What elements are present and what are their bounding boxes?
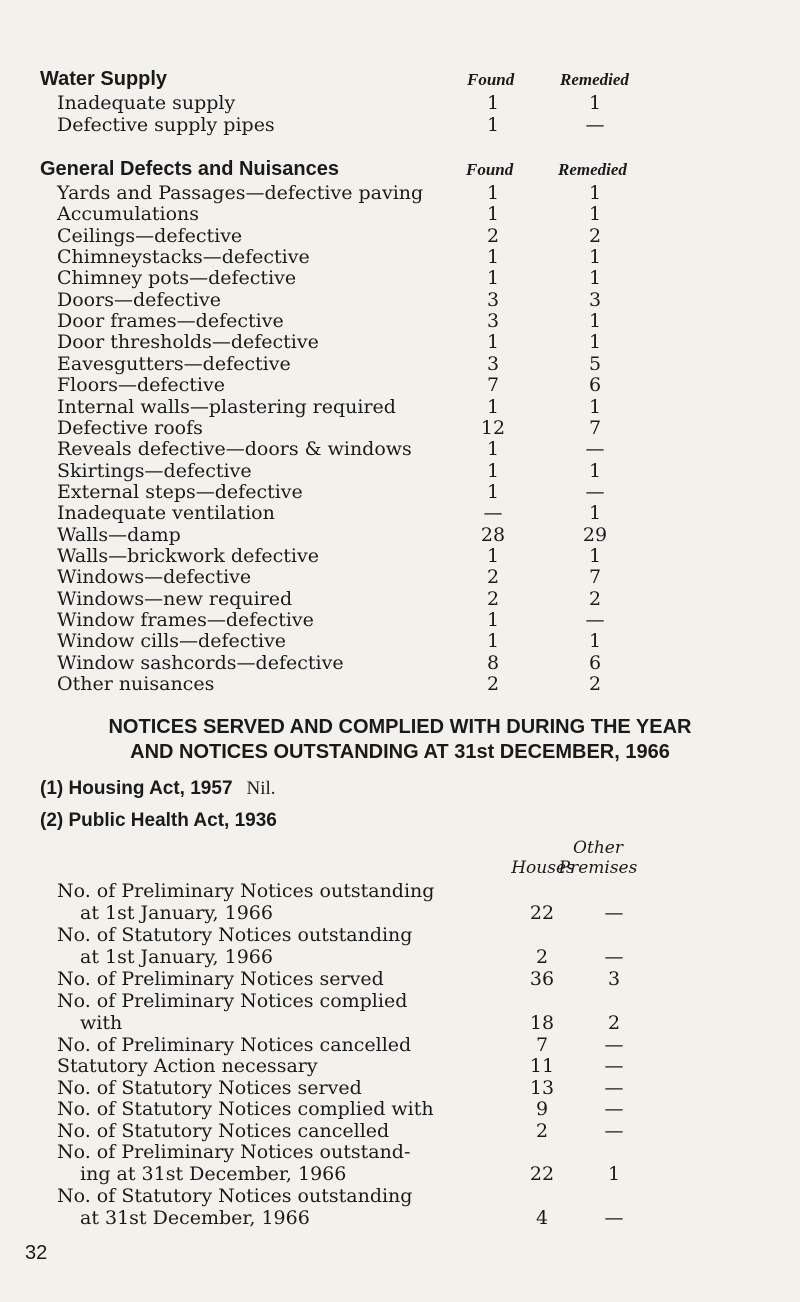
row-label: Windows—defective: [57, 566, 252, 589]
notice-label-continued: at 1st January, 1966: [80, 946, 273, 968]
row-found: 1: [486, 438, 500, 461]
notice-label: No. of Statutory Notices cancelled: [57, 1119, 390, 1142]
row-label: Floors—defective: [57, 374, 225, 397]
row-label: Yards and Passages—defective paving: [57, 182, 424, 204]
notice-other-value: 1: [607, 1163, 621, 1185]
row-remedied: 2: [588, 673, 602, 696]
notice-other-value: —: [604, 1098, 624, 1120]
row-label: Doors—defective: [57, 288, 221, 311]
row-label: Walls—brickwork defective: [57, 544, 319, 567]
row-remedied: 1: [588, 395, 602, 418]
notice-houses-value: 2: [535, 946, 549, 968]
row-remedied: 7: [588, 416, 602, 439]
row-label: Reveals defective—doors & windows: [57, 438, 412, 461]
row-label: Accumulations: [57, 203, 200, 226]
housing-act-line: [40, 778, 276, 800]
notice-houses-value: 4: [535, 1207, 549, 1229]
row-label: Chimneystacks—defective: [57, 246, 310, 269]
row-remedied: —: [585, 114, 605, 136]
row-label: Windows—new required: [57, 587, 293, 610]
notice-label: No. of Preliminary Notices outstanding: [57, 880, 435, 902]
notice-label: No. of Preliminary Notices outstand-: [57, 1141, 411, 1163]
notice-label: No. of Statutory Notices outstanding: [57, 924, 413, 946]
notice-other-value: —: [604, 1076, 624, 1099]
row-found: 1: [486, 480, 500, 503]
notice-label: No. of Statutory Notices complied with: [57, 1098, 434, 1120]
page-number: 32: [25, 1242, 48, 1264]
row-found: 2: [486, 224, 500, 247]
row-found: 1: [486, 609, 500, 631]
row-remedied: 2: [588, 587, 602, 610]
row-found: —: [483, 502, 503, 525]
notice-houses-value: 22: [529, 1163, 555, 1185]
housing-act-label: (1) Housing Act, 1957: [40, 778, 233, 799]
notice-label-continued: ing at 31st December, 1966: [80, 1163, 347, 1185]
general-defects-found-header: Found: [466, 160, 514, 179]
row-remedied: 1: [588, 246, 602, 269]
row-remedied: 6: [588, 374, 602, 397]
notice-other-value: —: [604, 1055, 624, 1077]
row-found: 1: [486, 331, 500, 354]
row-remedied: —: [585, 609, 605, 631]
row-remedied: 5: [588, 352, 602, 375]
notice-houses-value: 7: [535, 1033, 549, 1056]
row-remedied: 6: [588, 651, 602, 674]
row-label: Defective roofs: [57, 416, 203, 439]
row-remedied: 2: [588, 224, 602, 247]
row-found: 3: [486, 288, 500, 311]
row-remedied: 1: [588, 267, 602, 290]
row-found: 1: [486, 395, 500, 418]
row-remedied: 1: [588, 459, 602, 482]
notice-other-value: —: [604, 1119, 624, 1142]
row-label: Door frames—defective: [57, 310, 284, 333]
row-found: 2: [486, 673, 500, 696]
row-found: 3: [486, 352, 500, 375]
row-label: Eavesgutters—defective: [57, 352, 291, 375]
row-found: 7: [486, 374, 500, 397]
row-remedied: 1: [588, 544, 602, 567]
water-supply-found-header: Found: [467, 70, 515, 89]
row-found: 1: [486, 114, 500, 136]
row-remedied: —: [585, 480, 605, 503]
row-found: 1: [486, 267, 500, 290]
row-found: 1: [486, 92, 500, 114]
row-remedied: 1: [588, 630, 602, 653]
notice-other-value: 3: [607, 968, 621, 990]
notices-title-line-2: AND NOTICES OUTSTANDING AT 31st DECEMBER, 1966: [130, 741, 670, 763]
notice-other-value: —: [604, 1033, 624, 1056]
row-remedied: 3: [588, 288, 602, 311]
notice-label-continued: with: [80, 1011, 123, 1034]
houses-header: Houses: [511, 858, 575, 878]
notice-other-value: 2: [607, 1011, 621, 1034]
row-remedied: 1: [588, 310, 602, 333]
row-found: 8: [486, 651, 500, 674]
public-health-act-label: (2) Public Health Act, 1936: [40, 810, 277, 831]
row-remedied: 7: [588, 566, 602, 589]
notice-houses-value: 9: [535, 1098, 549, 1120]
row-label: Inadequate ventilation: [57, 502, 275, 525]
row-label: Door thresholds—defective: [57, 331, 319, 354]
notice-houses-value: 13: [529, 1076, 555, 1099]
row-found: 1: [486, 246, 500, 269]
row-remedied: 1: [588, 182, 602, 204]
row-found: 1: [486, 459, 500, 482]
row-label: Window cills—defective: [57, 630, 287, 653]
row-label: Chimney pots—defective: [57, 267, 297, 290]
row-remedied: 29: [582, 523, 608, 546]
notice-houses-value: 22: [529, 902, 555, 924]
notice-label: No. of Preliminary Notices served: [57, 968, 384, 990]
notice-label: No. of Statutory Notices served: [57, 1076, 362, 1099]
row-found: 1: [486, 182, 500, 204]
water-supply-heading: Water Supply: [40, 68, 168, 90]
row-found: 2: [486, 587, 500, 610]
row-found: 12: [480, 416, 506, 439]
notice-label: Statutory Action necessary: [57, 1055, 318, 1077]
row-label: Other nuisances: [57, 673, 215, 696]
notice-label: No. of Statutory Notices outstanding: [57, 1185, 413, 1207]
row-label: Defective supply pipes: [57, 114, 275, 136]
row-remedied: 1: [588, 92, 602, 114]
row-remedied: 1: [588, 502, 602, 525]
notice-houses-value: 2: [535, 1119, 549, 1142]
notice-houses-value: 18: [529, 1011, 555, 1034]
notice-label-continued: at 1st January, 1966: [80, 902, 273, 924]
row-remedied: 1: [588, 203, 602, 226]
row-label: Ceilings—defective: [57, 224, 243, 247]
water-supply-row: [0, 114, 800, 140]
row-label: External steps—defective: [57, 480, 303, 503]
notice-label-continued: at 31st December, 1966: [80, 1207, 310, 1229]
row-remedied: —: [585, 438, 605, 461]
row-label: Window sashcords—defective: [57, 651, 344, 674]
notice-other-value: —: [604, 946, 624, 968]
row-label: Window frames—defective: [57, 609, 314, 631]
water-supply-remedied-header: Remedied: [560, 70, 629, 89]
general-defects-heading: General Defects and Nuisances: [40, 158, 340, 180]
row-label: Skirtings—defective: [57, 459, 252, 482]
row-remedied: 1: [588, 331, 602, 354]
row-label: Inadequate supply: [57, 92, 236, 114]
row-found: 3: [486, 310, 500, 333]
general-defects-row: [0, 673, 800, 699]
notices-title-line-1: NOTICES SERVED AND COMPLIED WITH DURING THE YEAR: [108, 716, 692, 738]
other-premises-header-line-2: Premises: [558, 858, 638, 878]
row-found: 1: [486, 203, 500, 226]
notice-other-value: —: [604, 1207, 624, 1229]
row-label: Walls—damp: [57, 523, 181, 546]
row-label: Internal walls—plastering required: [57, 395, 396, 418]
general-defects-remedied-header: Remedied: [558, 160, 627, 179]
row-found: 1: [486, 630, 500, 653]
notice-label: No. of Preliminary Notices cancelled: [57, 1033, 412, 1056]
housing-act-value: Nil.: [246, 778, 276, 799]
other-premises-header-line-1: Other: [573, 838, 623, 858]
notice-label: No. of Preliminary Notices complied: [57, 989, 408, 1012]
notice-houses-value: 36: [529, 968, 555, 990]
row-found: 2: [486, 566, 500, 589]
notice-other-value: —: [604, 902, 624, 924]
row-found: 28: [480, 523, 506, 546]
row-found: 1: [486, 544, 500, 567]
notice-houses-value: 11: [529, 1055, 555, 1077]
